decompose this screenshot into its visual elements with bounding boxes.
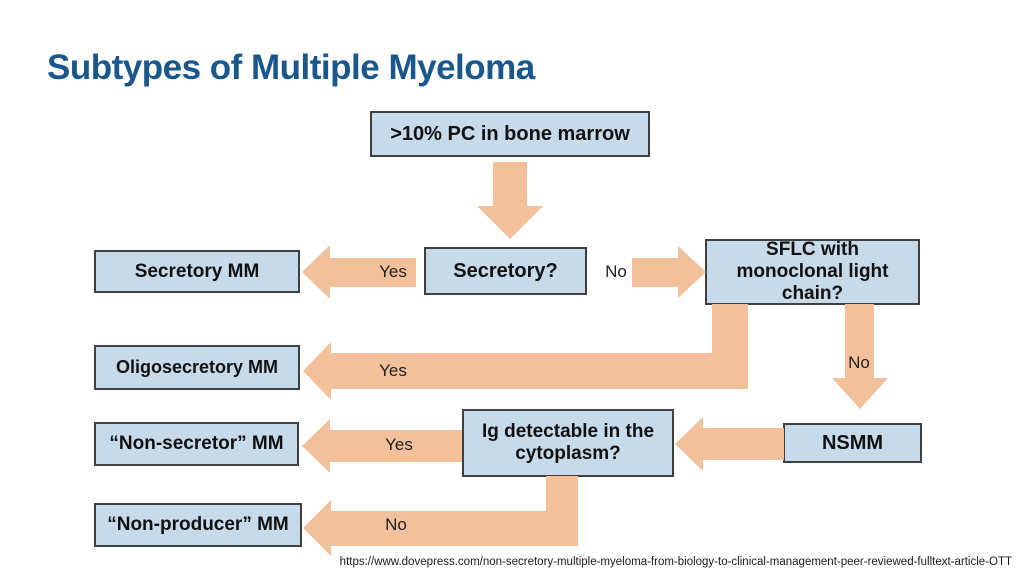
arrow-down-icon bbox=[832, 378, 888, 409]
arrow-left-icon bbox=[303, 500, 331, 556]
edge-label-ig-yes: Yes bbox=[385, 435, 413, 454]
node-nsmm: NSMM bbox=[783, 423, 922, 463]
edge-label-sflc-no: No bbox=[848, 353, 870, 372]
arrow-left-stem bbox=[702, 428, 784, 460]
node-secretory-question: Secretory? bbox=[424, 247, 587, 295]
node-oligosecretory-mm: Oligosecretory MM bbox=[94, 345, 300, 390]
arrow-left-icon bbox=[303, 342, 331, 400]
node-pc-bone-marrow: >10% PC in bone marrow bbox=[370, 111, 650, 157]
edge-label-secretory-no: No bbox=[605, 262, 627, 281]
arrow-left-icon bbox=[675, 417, 703, 471]
source-url: https://www.dovepress.com/non-secretory-multiple-myeloma-from-biology-to-clinical-management-peer-reviewed-fulltext-article-OTT bbox=[339, 556, 1012, 568]
edge-label-oligo-yes: Yes bbox=[379, 361, 407, 380]
edge-label-ig-no: No bbox=[385, 515, 407, 534]
node-non-producer-mm: “Non-producer” MM bbox=[94, 503, 302, 547]
node-secretory-mm: Secretory MM bbox=[94, 250, 300, 293]
arrow-down-stem bbox=[493, 162, 527, 207]
arrow-right-icon bbox=[678, 246, 706, 298]
arrow-down-icon bbox=[477, 206, 543, 239]
arrow-left-icon bbox=[302, 419, 330, 473]
node-sflc-monoclonal: SFLC with monoclonal light chain? bbox=[705, 239, 920, 305]
node-non-secretor-mm: “Non-secretor” MM bbox=[94, 422, 299, 466]
arrow-left-icon bbox=[302, 245, 330, 299]
edge-label-secretory-yes: Yes bbox=[379, 262, 407, 281]
node-ig-cytoplasm: Ig detectable in the cytoplasm? bbox=[462, 409, 674, 477]
page-title: Subtypes of Multiple Myeloma bbox=[47, 48, 535, 87]
